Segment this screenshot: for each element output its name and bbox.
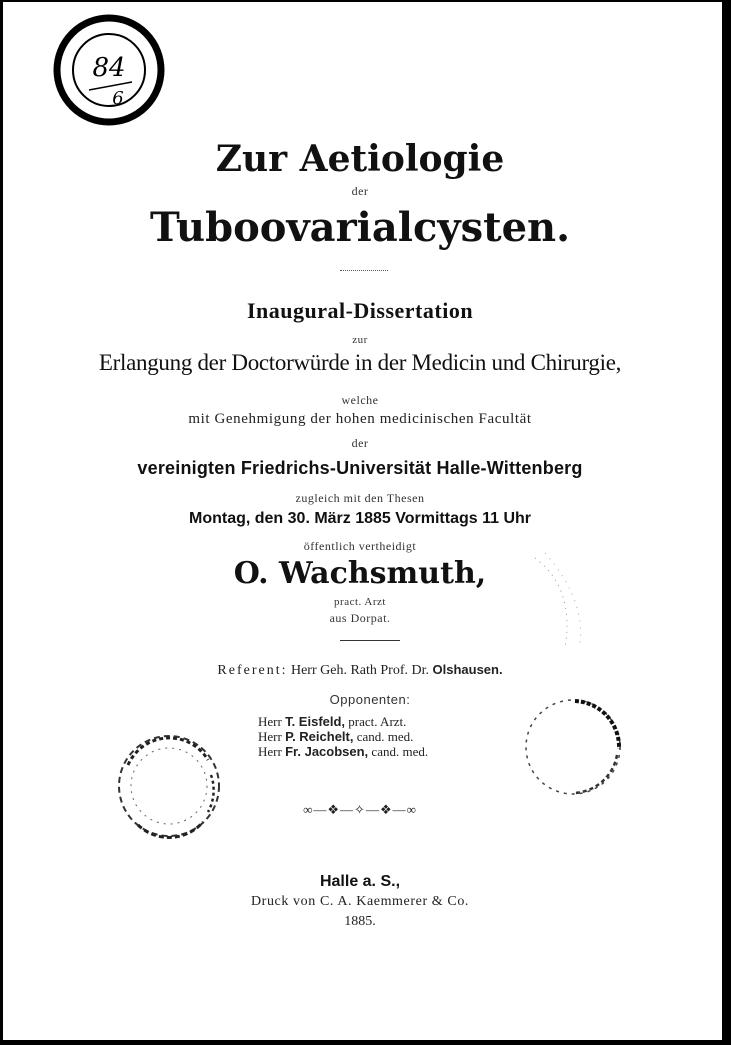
- short-rule: [340, 640, 400, 641]
- opponent-name: T. Eisfeld,: [285, 714, 346, 729]
- opponent-prefix: Herr: [258, 729, 282, 744]
- scan-border-top: [0, 0, 731, 2]
- opponent-suffix: cand. med.: [371, 744, 429, 759]
- dotted-separator: [340, 270, 388, 271]
- oeffentlich-line: öffentlich vertheidigt: [303, 539, 417, 553]
- zugleich-line: zugleich mit den Thesen: [295, 491, 425, 505]
- title-line-1: Zur Aetiologie: [215, 138, 505, 180]
- ornament-divider: ∞—❖—✧—❖—∞: [303, 802, 417, 817]
- opponent-row: [258, 744, 428, 760]
- erlangung-line: Erlangung der Doctorwürde in der Medicin und Chirurgie,: [98, 350, 622, 375]
- library-stamp-top: [44, 12, 174, 127]
- stamp-number-bottom: 6: [112, 88, 124, 109]
- dissertation-heading: Inaugural-Dissertation: [246, 298, 474, 323]
- faint-stamp-right: [505, 693, 640, 801]
- welche-line: welche: [341, 393, 379, 407]
- date-line: Montag, den 30. März 1885 Vormittags 11 Uhr: [188, 510, 532, 527]
- imprint-year: 1885.: [344, 914, 376, 929]
- opponent-suffix: cand. med.: [356, 729, 414, 744]
- stamp-number-top: 84: [92, 53, 126, 83]
- opponent-name: Fr. Jacobsen,: [285, 744, 369, 759]
- opponent-suffix: pract. Arzt.: [348, 714, 407, 729]
- referent-name: Olshausen.: [432, 662, 503, 677]
- title-der: der: [351, 184, 369, 198]
- author-title: pract. Arzt: [334, 596, 386, 608]
- opponent-prefix: Herr: [258, 744, 282, 759]
- opponent-row: [258, 729, 413, 745]
- faint-stamp-left: [108, 730, 230, 842]
- imprint-printer: Druck von C. A. Kaemmerer & Co.: [250, 894, 470, 909]
- main-title: Tuboovarialcysten.: [149, 204, 571, 251]
- dissertation-zur: zur: [352, 334, 368, 346]
- referent-label: Referent:: [217, 663, 288, 678]
- referent-line: [0, 662, 720, 679]
- genehmigung-line: mit Genehmigung der hohen medicinischen Facultät: [188, 411, 532, 427]
- opponent-prefix: Herr: [258, 714, 282, 729]
- university-line: vereinigten Friedrichs-Universität Halle-Wittenberg: [137, 458, 583, 478]
- faint-mark-right: [525, 548, 595, 658]
- opponent-name: P. Reichelt,: [285, 729, 354, 744]
- der-line: der: [351, 436, 369, 450]
- author-name: O. Wachsmuth,: [233, 556, 487, 591]
- opponent-row: [258, 714, 406, 730]
- scan-border-right: [722, 0, 731, 1045]
- author-origin: aus Dorpat.: [329, 611, 391, 625]
- opponents-label: Opponenten:: [329, 692, 411, 707]
- scan-border-bottom: [0, 1040, 731, 1045]
- referent-prefix: Herr Geh. Rath Prof. Dr.: [290, 663, 430, 678]
- imprint-city: Halle a. S.,: [319, 873, 401, 890]
